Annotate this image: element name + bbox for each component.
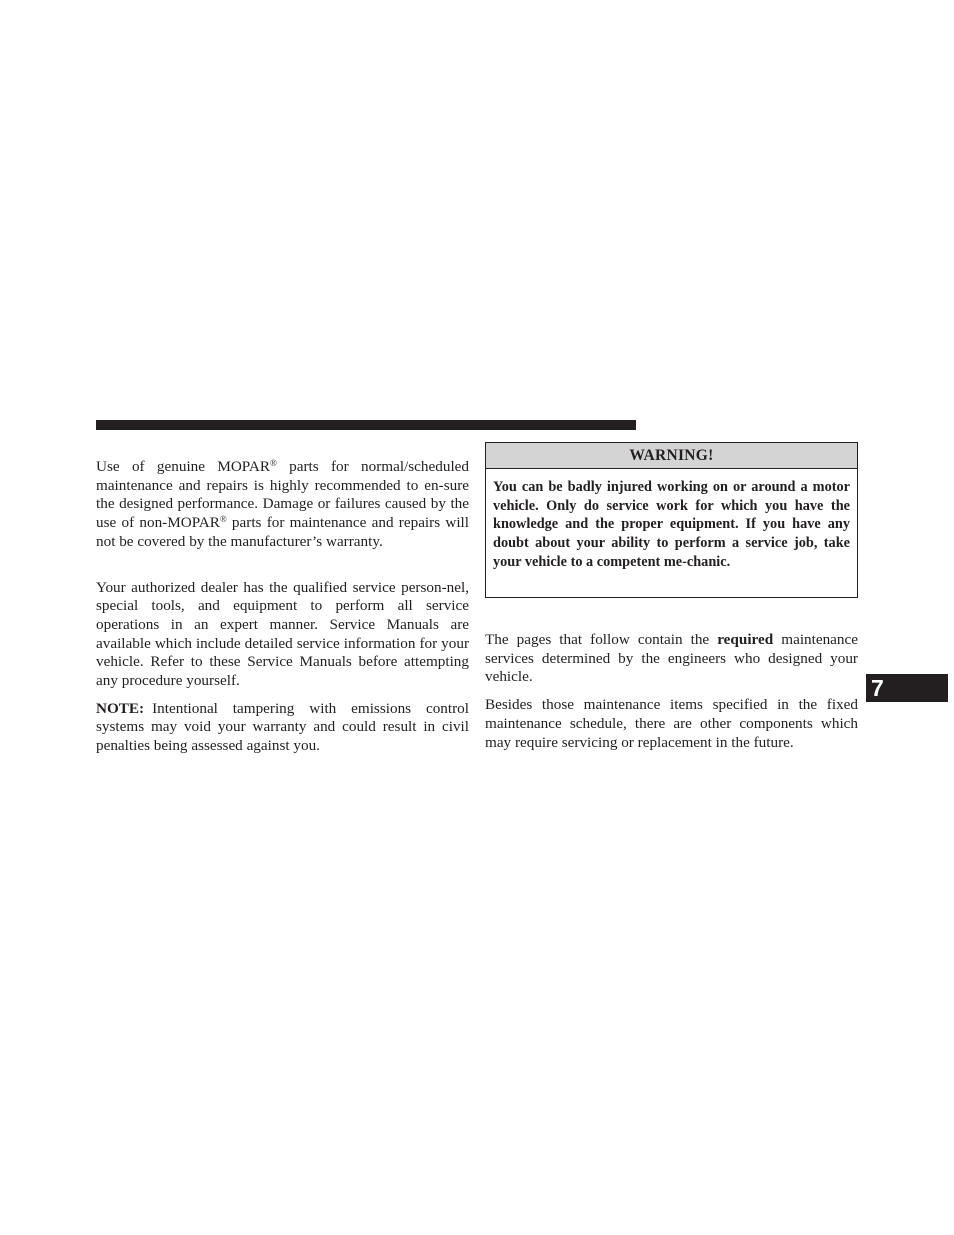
dealer-service-paragraph: Your authorized dealer has the qualified service person-nel, special tools, and equipment to perform all service operations in an expert manner. Service Manuals are available which include detailed service information for your vehicle. Refer to these Service Manuals before attempting any procedure yourself.	[96, 578, 469, 690]
mopar-parts-paragraph: Use of genuine MOPAR® parts for normal/scheduled maintenance and repairs is highly recommended to en-sure the designed performance. Damage or failures caused by the use of non-MOPAR® parts for maintenance and repairs will not be covered by the manufacturer’s warranty.	[96, 458, 470, 550]
warning-title: WARNING!	[486, 443, 857, 469]
left-column	[96, 458, 469, 756]
section-rule	[96, 420, 636, 430]
registered-mark: ®	[269, 458, 277, 468]
note-label: NOTE:	[96, 699, 145, 717]
registered-mark: ®	[219, 514, 227, 525]
right-column	[485, 631, 858, 752]
warning-box	[485, 442, 858, 598]
note-text: Intentional tampering with emissions control systems may void your warranty and could result in civil penalties being assessed against you.	[96, 699, 469, 755]
other-components-paragraph: Besides those maintenance items specified in the fixed maintenance schedule, there are other components which may require servicing or replacement in the future.	[485, 696, 858, 751]
note-paragraph	[96, 700, 469, 756]
warning-text: You can be badly injured working on or around a motor vehicle. Only do service work for which you have the knowledge and the proper equipment. If you have any doubt about your ability to perform a service job, take your vehicle to a competent me-chanic.	[493, 479, 850, 570]
chapter-tab: 7	[866, 674, 948, 702]
required-emphasis: required	[717, 631, 774, 648]
required-maintenance-paragraph: The pages that follow contain the required maintenance services determined by the engineers who designed your vehicle.	[485, 631, 858, 686]
